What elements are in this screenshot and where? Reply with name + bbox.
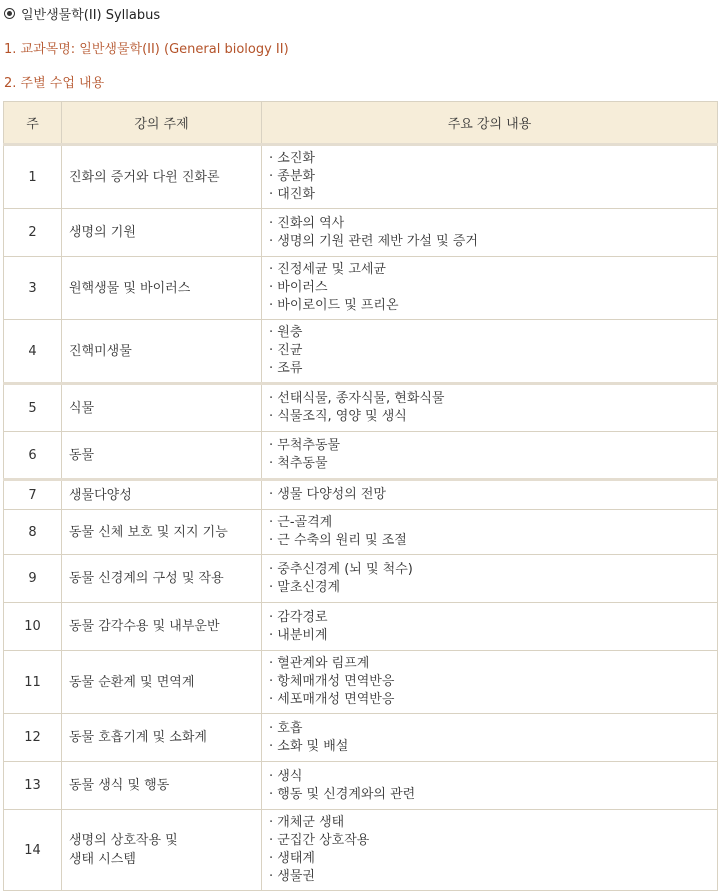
lecture-contents (262, 651, 718, 714)
topic-line: 동물 호흡기계 및 소화계 (69, 730, 207, 745)
table-row (4, 510, 718, 555)
table-row (4, 810, 718, 891)
week-number: 6 (4, 432, 62, 480)
content-item: · 행동 및 신경계와의 관련 (269, 786, 710, 804)
lecture-contents (262, 510, 718, 555)
week-number: 7 (4, 480, 62, 510)
table-row (4, 555, 718, 603)
topic-line: 동물 (69, 447, 95, 463)
content-item: · 말초신경계 (269, 579, 710, 597)
lecture-topic (62, 432, 262, 480)
lecture-topic (62, 810, 262, 891)
week-number: 14 (4, 810, 62, 891)
table-row (4, 432, 718, 480)
week-number: 11 (4, 651, 62, 714)
syllabus-table (3, 101, 718, 891)
table-header-row (4, 102, 718, 145)
table-row (4, 480, 718, 510)
lecture-topic (62, 257, 262, 320)
column-header-week: 주 (4, 102, 62, 145)
content-item: · 개체군 생태 (269, 814, 710, 832)
lecture-topic (62, 480, 262, 510)
content-item: · 군집간 상호작용 (269, 832, 710, 850)
table-row (4, 145, 718, 209)
content-item: · 근-골격계 (269, 514, 710, 532)
lecture-topic (62, 209, 262, 257)
topic-line: 동물 감각수용 및 내부운반 (69, 619, 220, 634)
lecture-topic (62, 762, 262, 810)
lecture-contents (262, 810, 718, 891)
content-item: · 근 수축의 원리 및 조절 (269, 532, 710, 550)
week-number: 9 (4, 555, 62, 603)
lecture-contents (262, 320, 718, 384)
weekly-content-heading: 2. 주별 수업 내용 (4, 76, 105, 91)
content-item: · 소진화 (269, 150, 710, 168)
table-row (4, 209, 718, 257)
topic-line: 생태 시스템 (69, 852, 136, 867)
content-item: · 생물권 (269, 868, 710, 886)
column-header-contents: 주요 강의 내용 (262, 102, 718, 145)
week-number: 5 (4, 384, 62, 432)
content-item: · 무척추동물 (269, 437, 710, 455)
week-number: 12 (4, 714, 62, 762)
page-title (4, 4, 160, 23)
content-item: · 세포매개성 면역반응 (269, 691, 710, 709)
content-item: · 대진화 (269, 186, 710, 204)
table-row (4, 384, 718, 432)
lecture-topic (62, 320, 262, 384)
content-item: · 원충 (269, 324, 710, 342)
content-item: · 진화의 역사 (269, 215, 710, 233)
content-item: · 혈관계와 림프계 (269, 655, 710, 673)
topic-line: 생명의 기원 (69, 225, 136, 240)
lecture-contents (262, 714, 718, 762)
topic-line: 동물 생식 및 행동 (69, 778, 170, 793)
content-item: · 소화 및 배설 (269, 738, 710, 756)
table-row (4, 603, 718, 651)
content-item: · 조류 (269, 360, 710, 378)
content-item: · 바이러스 (269, 279, 710, 297)
week-number: 8 (4, 510, 62, 555)
week-number: 2 (4, 209, 62, 257)
content-item: · 호흡 (269, 720, 710, 738)
week-number: 3 (4, 257, 62, 320)
lecture-topic (62, 651, 262, 714)
week-number: 13 (4, 762, 62, 810)
lecture-topic (62, 603, 262, 651)
topic-line: 생물다양성 (69, 487, 132, 503)
content-item: · 식물조직, 영양 및 생식 (269, 408, 710, 426)
content-item: · 진정세균 및 고세균 (269, 261, 710, 279)
lecture-contents (262, 762, 718, 810)
lecture-contents (262, 209, 718, 257)
content-item: · 생태계 (269, 850, 710, 868)
lecture-topic (62, 714, 262, 762)
content-item: · 감각경로 (269, 609, 710, 627)
lecture-topic (62, 510, 262, 555)
table-row (4, 762, 718, 810)
topic-line: 원핵생물 및 바이러스 (69, 280, 191, 296)
lecture-contents (262, 145, 718, 209)
topic-line: 동물 신체 보호 및 지지 기능 (69, 524, 228, 540)
table-row (4, 714, 718, 762)
content-item: · 생명의 기원 관련 제반 가설 및 증거 (269, 233, 710, 251)
topic-line: 동물 신경계의 구성 및 작용 (69, 571, 224, 586)
course-name-heading: 1. 교과목명: 일반생물학(II) (General biology II) (4, 42, 289, 57)
topic-line: 진핵미생물 (69, 343, 132, 359)
lecture-topic (62, 384, 262, 432)
lecture-contents (262, 257, 718, 320)
column-header-topic: 강의 주제 (62, 102, 262, 145)
lecture-contents (262, 480, 718, 510)
topic-line: 진화의 증거와 다윈 진화론 (69, 169, 220, 185)
content-item: · 항체매개성 면역반응 (269, 673, 710, 691)
lecture-topic (62, 555, 262, 603)
table-row (4, 257, 718, 320)
week-number: 1 (4, 145, 62, 209)
topic-line: 식물 (69, 400, 95, 416)
lecture-contents (262, 384, 718, 432)
lecture-contents (262, 555, 718, 603)
content-item: · 중추신경계 (뇌 및 척수) (269, 561, 710, 579)
content-item: · 내분비계 (269, 627, 710, 645)
content-item: · 종분화 (269, 168, 710, 186)
topic-line: 동물 순환계 및 면역계 (69, 674, 195, 690)
topic-line: 생명의 상호작용 및 (69, 833, 178, 848)
lecture-contents (262, 603, 718, 651)
content-item: · 생물 다양성의 전망 (269, 486, 710, 504)
circle-bullet-icon (4, 8, 15, 19)
content-item: · 바이로이드 및 프리온 (269, 297, 710, 315)
content-item: · 생식 (269, 768, 710, 786)
table-row (4, 320, 718, 384)
week-number: 10 (4, 603, 62, 651)
table-row (4, 651, 718, 714)
lecture-topic (62, 145, 262, 209)
content-item: · 진균 (269, 342, 710, 360)
content-item: · 척추동물 (269, 455, 710, 473)
week-number: 4 (4, 320, 62, 384)
content-item: · 선태식물, 종자식물, 현화식물 (269, 390, 710, 408)
lecture-contents (262, 432, 718, 480)
page-title-text: 일반생물학(II) Syllabus (21, 8, 161, 23)
